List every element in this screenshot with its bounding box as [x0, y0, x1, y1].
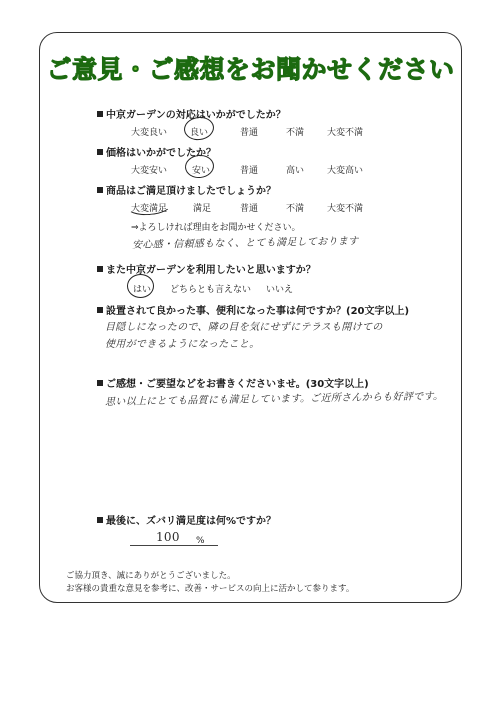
q4-selected-circle [127, 274, 154, 298]
q3-option-3: 普通 [240, 204, 259, 214]
q4-option-1: はい [133, 285, 152, 295]
question-1-label: 中京ガーデンの対応はいかがでしたか？ [106, 110, 286, 121]
question-3 [97, 182, 276, 197]
q2-option-1: 大変安い [131, 166, 168, 176]
q4-option-3: いいえ [266, 285, 294, 295]
bullet-square-icon [97, 380, 103, 386]
question-4-label: また中京ガーデンを利用したいと思いますか？ [106, 265, 316, 276]
bullet-square-icon [97, 111, 103, 117]
question-6 [97, 375, 369, 390]
q7-unit: % [196, 536, 205, 546]
q3-option-4: 不満 [286, 204, 305, 214]
q3-option-5: 大変不満 [327, 204, 364, 214]
q1-option-5: 大変不満 [327, 128, 364, 138]
q2-option-4: 高い [286, 166, 305, 176]
q2-option-5: 大変高い [327, 166, 364, 176]
q2-option-3: 普通 [240, 166, 259, 176]
q5-answer-line-2: 使用ができるようになったこと。 [105, 339, 260, 350]
question-5 [97, 302, 409, 317]
q7-answer-line [130, 545, 218, 546]
q3-option-1: 大変満足 [131, 204, 168, 214]
question-2-label: 価格はいかがでしたか？ [106, 148, 216, 159]
footer-thanks: ご協力頂き、誠にありがとうございました。 [66, 571, 236, 581]
q1-option-1: 大変良い [131, 128, 168, 138]
q5-answer-line-1: 目隠しになったので、隣の目を気にせずにテラスも開けての [105, 322, 383, 333]
bullet-square-icon [97, 517, 103, 523]
q2-option-2: 安い [192, 166, 211, 176]
bullet-square-icon [97, 266, 103, 272]
question-7-label: 最後に、ズバリ満足度は何%ですか？ [106, 516, 277, 527]
question-7 [97, 512, 276, 527]
page-title: ご意見・ご感想をお聞かせください [46, 55, 455, 84]
question-4 [97, 261, 316, 276]
q7-value: 100 [156, 530, 180, 544]
bullet-square-icon [97, 307, 103, 313]
bullet-square-icon [97, 187, 103, 193]
question-5-label: 設置されて良かった事、便利になった事は何ですか？(20文字以上) [106, 306, 410, 317]
q3-option-2: 満足 [193, 204, 212, 214]
question-3-label: 商品はご満足頂けましたでしょうか？ [106, 186, 276, 197]
q1-option-2: 良い [190, 128, 209, 138]
q1-option-4: 不満 [286, 128, 305, 138]
question-6-label: ご感想・ご要望などをお書きくださいませ。(30文字以上) [106, 379, 369, 390]
bullet-square-icon [97, 149, 103, 155]
footer-note: お客様の貴重な意見を参考に、改善・サービスの向上に活かして参ります。 [66, 584, 355, 594]
q6-answer: 思い以上にとても品質にも満足しています。ご近所さんからも好評です。 [104, 391, 444, 408]
q3-reason-prompt: ⇒よろしければ理由をお聞かせください。 [131, 223, 301, 233]
q1-option-3: 普通 [240, 128, 259, 138]
q4-option-2: どちらとも言えない [170, 285, 252, 295]
q3-reason-answer: 安心感・信頼感もなく、とても満足しております [131, 236, 359, 251]
